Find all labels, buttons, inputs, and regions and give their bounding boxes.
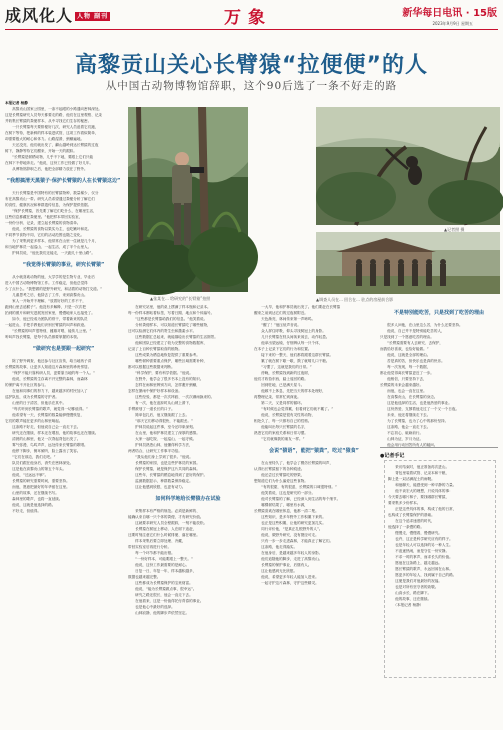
reporter-note-title: ●记者手记 <box>380 453 405 459</box>
subhead-4: 如何科学地给长臂猿办在试验 <box>155 496 221 502</box>
photo-research-team-group <box>316 232 500 294</box>
column-logo: 成风化人 人物 副刊 <box>5 6 109 25</box>
masthead <box>0 0 503 30</box>
byline: 本报记者 杨静 <box>5 101 28 105</box>
photo-gibbon <box>316 107 500 225</box>
subhead-6: 不是特别能吃苦，只是找到了吃苦的理由 <box>393 310 484 316</box>
reporter-note <box>380 447 498 461</box>
subhead-5: 会说“猿语”，能把“猿粪”，吃过“猿食” <box>269 448 359 454</box>
people-supplement-badge: 人物 副刊 <box>77 13 109 20</box>
photo-researcher-in-forest <box>128 107 248 292</box>
masthead-rule <box>5 29 498 30</box>
newspaper-brand: 新华每日电讯 · 15版 <box>402 8 497 19</box>
issue-date: 2023年9月9日 星期五 <box>432 21 473 26</box>
subheadline: 从中国古动物博物馆辞职，这个90后选了一条不好走的路 <box>105 80 398 92</box>
text-column-1: 本报记者 杨静 高黎贡山国家公园里，一条不起眼的小路通向密林深处。 这是长臂猿研究人员每天都要走的路，他们在这里观察、记录 并收集长臂猿的粪便样本，从中寻找它们生存的秘密。 一只长臂猿每天要排便好几次，研究人员追着它们跑， 在树下等待，把新鲜的样本装进试管，这项工作看似简单， 却需要极大的耐心和体力。山路湿滑，蚂蟥遍地。 天还没亮，他们就出发了，翻山越岭到达长臂猿的过夜 树下，静静等待它们醒来，开始一天的跟踪。 “长臂猿是树栖动物，几乎不下地，要跟上它们只能 在林下不停地奔走。”他说，这份工作已经做了好几年。 从博物馆辞职之后，他把全部精力放在了野外。 “我想搞清天黑猿子·保护长臂猿的人在长臂猿这边” 天行长臂猿是中国特有的长臂猿物种，数量稀少，仅分 布在高黎贡山一带。研究人员希望通过粪便分析了解它们 的食性、健康状况和种群遗传信息，为保护提供依据。 “保护长臂猿，首先要了解它们吃什么、在哪里生活， 这些信息都藏在粪便里。”他把样本带回实验室， 一份份分析、记录，建立起长臂猿的食物清单。 他说，长臂猿的食物以果实为主，也吃嫩叶和花。 不同季节食物不同，它们的活动范围也随之变化。 为了采集到更多样本，他常常在山里一住就是几个月， 和当地护林员一起巡山、一起生活，成了半个山里人。 护林员说，“他比我们还能走，一天跑几十里山路”。 “我觉得长臂猿的事业，研究长臂猿” 从小就喜欢动物的他，大学学的是生物专业，毕业后 进入中国古动物博物馆工作。工作稳定，但他总觉得 少了点什么。“我想做的是野外研究，和活着的动物打交道。” 几番思考之后，他辞去了工作，来到高黎贡山。 家人一开始并不理解，“放着好好的工作不干， 跑到山里去追猴子”。他没有多解释，只是一次次把 拍到的照片和研究进展发回家里，慢慢地家人也接受了。 如今，他已经成为团队的骨干，带着新来的队员 一起进山，手把手教他们识别长臂猿的叫声和踪迹。 “长臂猿的叫声很特别，雌雄对唱，能传几公里。” 听叫声找长臂猿，是每个队员都要掌握的本领。 “做研究也是要跟一起研究” 除了野外调查，他还参与社区宣传，给当地孩子讲 长臂猿的故事，让更多人知道这片森林里的珍贵邻居。 “保护不能只靠科研人员，更要靠当地的每一个人。” 他说，长臂猿的生存离不开完整的森林，而森林 的保护离不开社区的参与。 在他和同事们的努力下，越来越多的村民加入了 巡护队伍，成为长臂猿的守护者。 山里的日子清苦，但他乐在其中。 “每次听到长臂猿的歌声，就觉得一切都值得。” 他希望有一天，长臂猿的数量能够慢慢恢复， 它们的歌声能在更多的山林里响起。 这条路不好走，但他说自己会一直走下去。 研究还在继续，样本还在增加，他的故事也还在继续。 清晨的山林里，他又一次背起背包出发了。 雾气弥漫，鸟鸣声声，远处传来长臂猿的歌唱。 他停下脚步，侧耳倾听，脸上露出了笑容。 “它们在那边，我们走吧。” 队员们跟在他身后，消失在密林深处。 这是他在高黎贡山的第五个年头。 他说，“还远远不够”。 长臂猿的研究需要时间，需要坚持。 而他，愿意把最好的年华留在这里。 山里的故事，还在继续书写。 森林里的歌声，也将一直延续。 他说，这就是他选择的路。 不好走，但值得。 <box>5 101 121 513</box>
headline: 高黎贡山关心长臂猿“拉便便”的人 <box>75 53 428 78</box>
reporter-note-box <box>384 460 496 678</box>
photo2-caption: ▲记者照 摄 <box>444 227 465 232</box>
text-column-3: 一大早，他和护林员就出发了。他们要赶在长臂猿 醒来之前到达它们的过夜树附近。 天色渐亮，林间传来第一声啼鸣。 “醒了！”他压低声音说。 众人屏住呼吸，仰头寻找树冠上的身影。 几只长臂猿在枝头间荡来荡去，动作轻盈。 他拿出望远镜，仔细辨认每一只个体， 在本子上记录下它们的行为和位置。 接下来的一整天，他们都将跟着这群长臂猿。 累了就在树下歇一歇，饿了就啃几口干粮。 “习惯了，这就是我们的日常。” 傍晚，长臂猿找到新的过夜树， 他们才收拾东西，踏上返回的路。 回到驻地，已是满天星斗。 他顾不上休息，先把当天的样本处理好， 再整理记录，常常忙到深夜。 第二天，又是同样的循环。 “有时候也会觉得累，但看到它们就不累了。” 他说，长臂猿是很有灵性的动物， 相处久了，每一只都有自己的性格。 他能叫出每只长臂猿的名字， 熟悉它们的家庭关系和日常习惯。 “它们就像我的朋友一样。” 会说“猿语”，能把“猿粪”，吃过“猿食” 在山里待久了，他学会了模仿长臂猿的叫声， 认得出长臂猿留下的各种痕迹。 他还尝过长臂猿吃的野果， 想知道它们为什么偏爱这些食物。 “有的很甜，有的很涩，长臂猿的口味很特别。” 他笑着说，这也是研究的一部分。 他对长臂猿的了解，已经深入到生活的每个细节。 哪棵树结果了，哪里有水源， 长臂猿喜欢在哪里休息，他都一清二楚。 这些知识，是多年野外工作积累下来的。 也正是这些积累，让他的研究更加扎实。 同行评价他，“是真正扎根野外的人”。 他说，做野外研究，没有捷径可走。 只有一步一步走进森林，才能真正了解它们。 这条路，他走得踏实。 在他身后，是越来越多年轻人的身影。 他们追随他的脚步，走进了高黎贡山。 长臂猿的保护事业，后继有人。 这让他感到无比欣慰。 他说，希望更多年轻人能加入进来。 一起守护这片森林，守护这些精灵。 <box>254 304 374 725</box>
subhead-1: “我想搞清天黑猿子·保护长臂猿的人在长臂猿这边” <box>6 178 121 184</box>
section-title: 万象 <box>224 8 272 28</box>
subhead-3: “做研究也是要跟一起研究” <box>32 346 95 352</box>
reporter-note-text: 采访结束时，他正准备再次进山。 背包里装着试管、记录本和干粮， 脚上是一双沾满泥土的雨靴。 和他聊天，能感受到一种平静的力量。 他不谈宏大的理想，只说具体的事： 今天要去哪片林子，要找哪群长臂猿， 要采集多少份样本。 正是这些具体的事，构成了他的日常， 也构成了长臂猿保护的基础。 在这个追求速度的时代， 他选择了一条慢的路。 慢慢走，慢慢看，慢慢研究。 也许，这正是科学研究应有的样子。 也是年轻人可以选择的另一种人生。 不追逐热闹，而是守住一份安静。 不求一时的掌声，而求长久的价值。 愿他在这条路上，越走越远。 愿长臂猿的歌声，永远回荡在山林。 愿更多的年轻人，找到属于自己的路。 这便是我们对他最好的祝福。 也是对所有坚守者的致敬。 山高水长，路在脚下。 他的故事，还在继续。 （本报记者 杨静） <box>388 465 457 607</box>
photo1-caption: ▲张某在... 给研究的“长臂猿”拍照 <box>150 296 211 301</box>
text-column-2: 在研究站里，他的桌上摆满了样本瓶和记录本。 每一份样本都贴着标签，写着日期、地点和个体编号。 “这些都是长臂猿给我们的信息。”他笑着说。 分析粪便样本，可以知道长臂猿吃了哪些植物， 还可以检测它们体内的寄生虫和激素水平。 这些数据汇总起来，就能描绘出长臂猿的生活图景。 他和团队已经建立了较为完整的食物数据库， 记录了上百种长臂猿取食的植物。 这些成果为栖息地恢复提供了重要参考。 哪些树种需要重点保护，哪些区域需要补种， 都可以根据这些数据来判断。 “科学保护，要有科学依据。”他说。 在野外，他学会了很多书本上没有的知识。 怎样在雨林里辨别方向，怎样避开蚂蟥， 怎样在暴雨中保护好样本和设备。 这些经验，都是一次次摔跤、一次次淋雨换来的。 有一次，他在追踪时从山坡上滑下， 手臂被划了一道长长的口子。 简单包扎后，他又继续跟了上去。 “那天它们移动得很快，不能跟丢。” 护林员说起这件事，至今还印象深刻。 在山里，他和护林员建立了深厚的感情。 大家一起吃饭、一起巡山、一起守候。 护林员熟悉山林，他懂得科学方法， 两者结合，让研究工作事半功倍。 “我从他们身上学到了很多。”他说。 长臂猿的家园，也是这些护林员的家园。 保护长臂猿，就是保护这片共同的森林。 这些年，长臂猿的栖息地得到了更好的保护。 监测数据显示，种群数量保持稳定。 这让他感到欣慰，也更有动力。 如何科学地给长臂猿办在试验 采集样本有严格的规范。必须是新鲜的、 能确认来自哪一只个体的粪便，才有研究价值。 这就要求研究人员全程跟踪，一刻不能放松。 长臂猿在树冠上移动，人在树下追赶， 还要时刻注意它们什么时候排便、落在哪里。 样本采集后要立即处理、冷藏， 带回实验室后再进行分析。 每一个环节都不能出错。 “一份好样本，可能要跟上一整天。” 他说，这份工作最需要的是耐心。 日复一日，年复一年，样本越积越多， 数据也越来越完整。 这些都成为长臂猿保护的宝贵财富。 他说，“能为长臂猿做点事，很幸运”。 研究之路还很长，他会一直走下去。 在他看来，这是一份值得托付青春的事业。 也是他心中最好的选择。 山林寂静，他的脚步声依然坚定。 <box>128 304 248 725</box>
photo3-caption: ▲调查人员在... 回合在... 驻点的房屋前合影 <box>316 297 394 302</box>
text-column-4: 不是特别能吃苦，只是找到了吃苦的理由 很多人问他，在山里这么苦，为什么还要坚持。 他说，自己并不是特别能吃苦的人， 只是找到了一个愿意吃苦的理由。 “长臂猿需要有人去研究、去保护， 而我恰好喜欢，也恰好能做。” 他说，这就是全部的理由。 苦是真的苦，但快乐也是真的快乐。 每一次发现，每一个数据， 都让他觉得离长臂猿更近了一步。 他相信，只要坚持下去， 长臂猿的未来会越来越好。 而他，也会一直在这里。 在高黎贡山，在长臂猿的身边。 这是他选择的生活，也是他热爱的事业。 这份热爱，支撑着他走过了一个又一个日夜。 未来，他还将继续走下去。 为了长臂猿，也为了心中的那份坚持。 这条路，他会一直走下去。 不忘初心，砥砺前行。 山林为证，岁月为证。 他会用行动回答所有人的疑问。 <box>380 304 498 444</box>
subhead-2: “我觉得长臂猿的事业，研究长臂猿” <box>22 262 105 268</box>
